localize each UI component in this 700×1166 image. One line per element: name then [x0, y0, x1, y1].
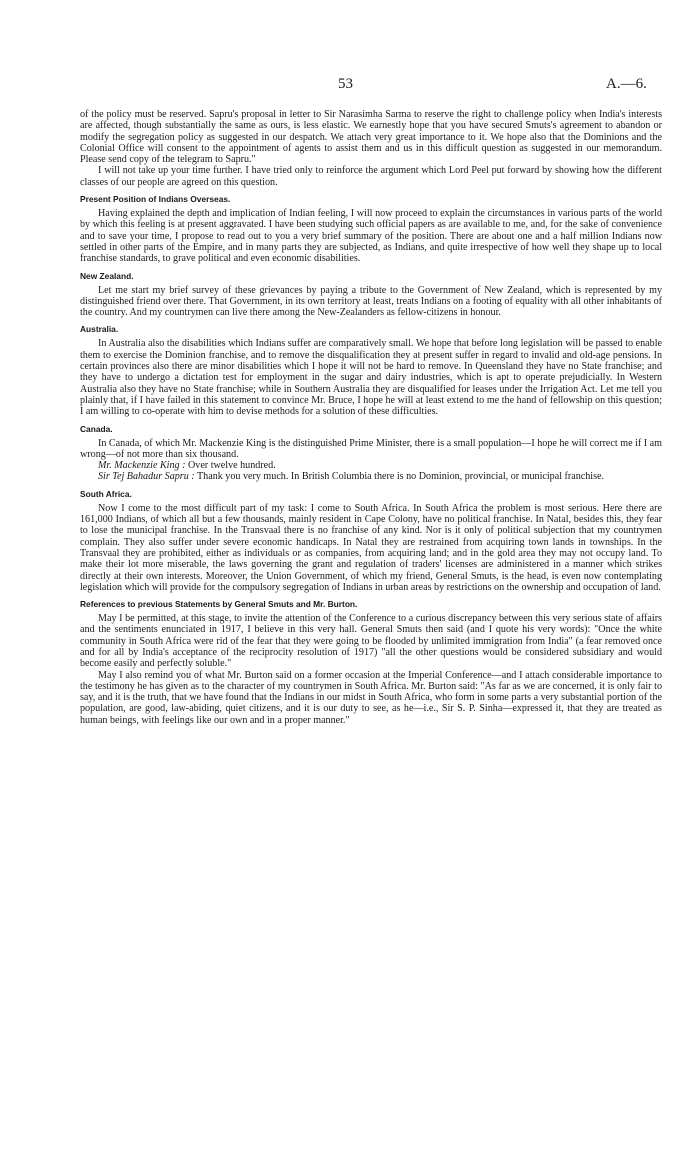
- paragraph-south-africa: Now I come to the most difficult part of my task: I come to South Africa. In South Africa the problem is most serious. Here there are 161,000 Indians, of which all but a few thousands, mainly resident in Cape Colony, have no political franchise. In Natal, besides this, they fear to lose the municipal franchise. In the Transvaal there is no franchise of any kind. Nor is it only of political subjection that my countrymen complain. They also suffer under severe economic handicaps. In Natal they are restrained from acquiring town lands in townships. In the Transvaal they are prohibited, either as individuals or as companies, from acquiring land; and in the gold area they may not occupy land. To make their lot more miserable, the laws governing the grant and regulation of traders' licenses are administered in a manner which strikes directly at their own interests. Moreover, the Union Government, of which my friend, General Smuts, is the head, is even now contemplating legislation which will provide for the compulsory segregation of Indians in urban areas by restrictions on the ownership and occupation of land.: [80, 502, 662, 593]
- heading-present-position: Present Position of Indians Overseas.: [80, 194, 231, 205]
- document-reference: A.—6.: [606, 76, 647, 92]
- paragraph-present-position: Having explained the depth and implication of Indian feeling, I will now proceed to explain the circumstances in various parts of the world by which this feeling is at present aggravated. I have been studying such official papers as are available to me, and, for the sake of convenience and to save your time, I propose to read out to you a very brief summary of the position. There are about one and a half million Indians now settled in other parts of the Empire, and in many parts they are subjected, as Indians, and quite irrespective of how well they shape up to local franchise standards, to grave political and even economic disabilities.: [80, 208, 662, 265]
- paragraph-telegram-end: of the policy must be reserved. Sapru's proposal in letter to Sir Narasimha Sarma to reserve the right to challenge policy when India's interests are affected, though substantially the same as ours, is less elastic. We earnestly hope that you have secured Smuts's agreement to abandon or modify the segregation policy as suggested in our despatch. We attach very great importance to it. We hope also that the Dominions and the Colonial Office will consent to the appointment of agents to assist them and us in this difficult question as suggested in our memorandum. Please send copy of the telegram to Sapru.": [80, 109, 662, 166]
- paragraph-closing-remark: I will not take up your time further. I have tried only to reinforce the argument which Lord Peel put forward by showing how the different classes of our people are agreed on this question.: [80, 165, 662, 188]
- paragraph-new-zealand: Let me start my brief survey of these grievances by paying a tribute to the Government of New Zealand, which is represented by my distinguished friend over there. That Government, in its own territory at least, treats Indians on a footing of equality with all other inhabitants of the country. And my countrymen can live there among the New-Zealanders as fellow-citizens in honour.: [80, 284, 662, 319]
- page-number: 53: [338, 76, 353, 92]
- paragraph-smuts-quote: May I be permitted, at this stage, to invite the attention of the Conference to a curious discrepancy between this very serious state of affairs and the sentiments enunciated in 1917, I believe in this very hall. General Smuts then said (and I quote his very words): "Once the white community in South Africa were rid of the fear that they were going to be flooded by unlimited immigration from India" (a fear removed once and for all by India's acceptance of the reciprocity resolution of 1917) "all the other questions would be considered subsidiary and would become easily and perfectly soluble.": [80, 613, 662, 670]
- dialogue-text: Thank you very much. In British Columbia there is no Dominion, provincial, or municipal franchise.: [194, 471, 605, 483]
- dialogue-text: Over twelve hundred.: [185, 460, 276, 472]
- speaker-sapru: Sir Tej Bahadur Sapru :: [98, 471, 195, 483]
- document-body: [80, 109, 662, 726]
- page-header: [0, 76, 700, 96]
- heading-new-zealand: New Zealand.: [80, 270, 134, 281]
- dialogue-sapru: [80, 471, 662, 482]
- paragraph-burton-quote: May I also remind you of what Mr. Burton said on a former occasion at the Imperial Conference—and I attach considerable importance to the testimony he has given as to the character of my countrymen in South Africa. Mr. Burton said: "As far as we are concerned, it is only fair to say, and it is the truth, that we have found that the Indians in our midst in South Africa, who form in some parts a very substantial portion of the population, are good, law-abiding, quiet citizens, and it is our duty to see, as he—i.e., Sir S. P. Sinha—expressed it, that they are treated as human beings, with feelings like our own and in a proper manner.": [80, 669, 662, 726]
- paragraph-australia: In Australia also the disabilities which Indians suffer are comparatively small. We hope that before long legislation will be passed to enable them to exercise the Dominion franchise, and to remove the disqualification they at present suffer in regard to invalid and old-age pensions. In certain provinces also there are minor disabilities which I hope it will not be hard to remove. In Queensland they have no State franchise; and they have to undergo a dictation test for employment in the sugar and dairy industries, which is apt to operate prejudicially. In Western Australia also they have no State franchise; while in Southern Australia they are disqualified for leases under the Irrigation Act. Let me tell you plainly that, if I have failed in this statement to convince Mr. Bruce, I hope he will at least extend to me the hand of fellowship on this question; I am willing to co-operate with him to devise methods for a solution of these difficulties.: [80, 338, 662, 418]
- paragraph-canada: In Canada, of which Mr. Mackenzie King is the distinguished Prime Minister, there is a small population—I hope he will correct me if I am wrong—of not more than six thousand.: [80, 437, 662, 460]
- heading-australia: Australia.: [80, 324, 119, 335]
- heading-canada: Canada.: [80, 423, 113, 434]
- heading-south-africa: South Africa.: [80, 488, 132, 499]
- dialogue-mackenzie-king: [80, 460, 662, 471]
- speaker-mackenzie-king: Mr. Mackenzie King :: [98, 460, 186, 472]
- heading-references: References to previous Statements by General Smuts and Mr. Burton.: [80, 599, 358, 610]
